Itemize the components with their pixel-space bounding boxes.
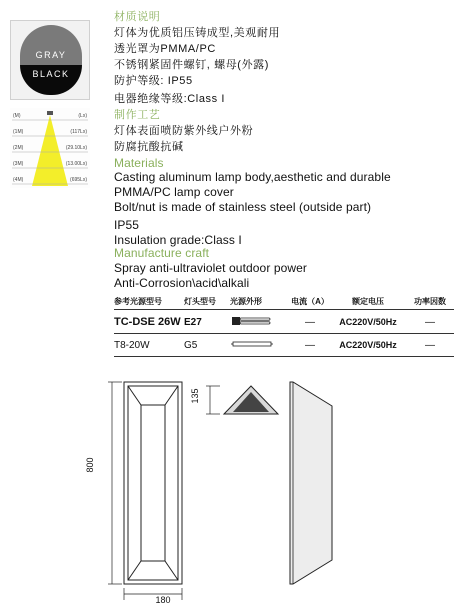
spec-line-cn: 电器绝缘等级:Class I: [114, 93, 226, 105]
top-view: [224, 386, 278, 414]
lamp-model: T8-20W: [114, 339, 150, 351]
lamp-base: E27: [184, 316, 202, 328]
technical-drawing: [100, 372, 440, 608]
spec-line-en: Anti-Corrosion\acid\alkali: [114, 276, 250, 290]
lamp-model: TC-DSE 26W: [114, 316, 181, 328]
table-divider: [114, 356, 454, 357]
header-cell: 额定电压: [352, 297, 384, 306]
spec-line-cn: 防护等级: IP55: [114, 75, 193, 87]
material-title-cn: 材质说明: [114, 11, 161, 23]
light-distribution-diagram: [10, 108, 90, 188]
header-cell: 光源外形: [230, 297, 262, 306]
dimension-depth: 135: [190, 388, 200, 404]
black-swatch: [20, 65, 82, 95]
header-cell: 灯头型号: [184, 297, 216, 306]
craft-title-en: Manufacture craft: [114, 246, 210, 260]
spec-line-cn: 不锈钢紧固件螺钉, 螺母(外露): [114, 59, 270, 71]
beam-row: (M) (Lx): [13, 113, 87, 119]
table-row: [114, 337, 454, 353]
black-label: BLACK: [32, 69, 70, 79]
power-factor: —: [425, 316, 435, 328]
spec-line-cn: 防腐抗酸抗碱: [114, 141, 184, 153]
spec-line-en: IP55: [114, 218, 140, 232]
header-cell: 参考光源型号: [114, 297, 162, 306]
current: —: [305, 339, 315, 351]
beam-row: (2M) (29.10Lx): [13, 145, 87, 151]
craft-title-cn: 制作工艺: [114, 109, 161, 121]
dimension-height: 800: [85, 457, 95, 473]
spec-line-en: Casting aluminum lamp body,aesthetic and durable: [114, 170, 391, 184]
table-row: [114, 314, 454, 330]
spec-line-en: Spray anti-ultraviolet outdoor power: [114, 261, 308, 275]
side-view: [290, 382, 332, 584]
spec-line-en: Insulation grade:Class I: [114, 233, 242, 247]
front-view: [124, 382, 182, 584]
power-factor: —: [425, 339, 435, 351]
spec-line-cn: 灯体为优质铝压铸成型,美观耐用: [114, 27, 281, 39]
beam-row: (1M) (117Lx): [13, 129, 87, 135]
spec-line-en: PMMA/PC lamp cover: [114, 185, 234, 199]
spec-line-cn: 透光罩为PMMA/PC: [114, 43, 216, 55]
color-swatch: [10, 20, 90, 100]
current: —: [305, 316, 315, 328]
table-divider: [114, 309, 454, 310]
voltage: AC220V/50Hz: [339, 317, 397, 327]
header-cell: 功率因数: [414, 297, 446, 306]
table-header: [114, 296, 454, 307]
dimension-width: 180: [155, 595, 171, 605]
header-cell: 电流（A）: [291, 297, 329, 306]
beam-row: (3M) (13.00Lx): [13, 161, 87, 167]
spec-line-en: Bolt/nut is made of stainless steel (outside part): [114, 200, 372, 214]
lamp-shape-tube-icon: [230, 339, 290, 352]
voltage: AC220V/50Hz: [339, 340, 397, 350]
table-divider: [114, 333, 454, 334]
materials-title-en: Materials: [114, 156, 164, 170]
spec-line-cn: 灯体表面喷防紫外线户外粉: [114, 125, 254, 137]
lamp-shape-cfl-icon: [230, 315, 290, 330]
gray-label: GRAY: [35, 50, 67, 60]
lamp-base: G5: [184, 339, 198, 351]
gray-swatch: [20, 25, 82, 65]
beam-row: (4M) (695Lx): [13, 177, 87, 183]
